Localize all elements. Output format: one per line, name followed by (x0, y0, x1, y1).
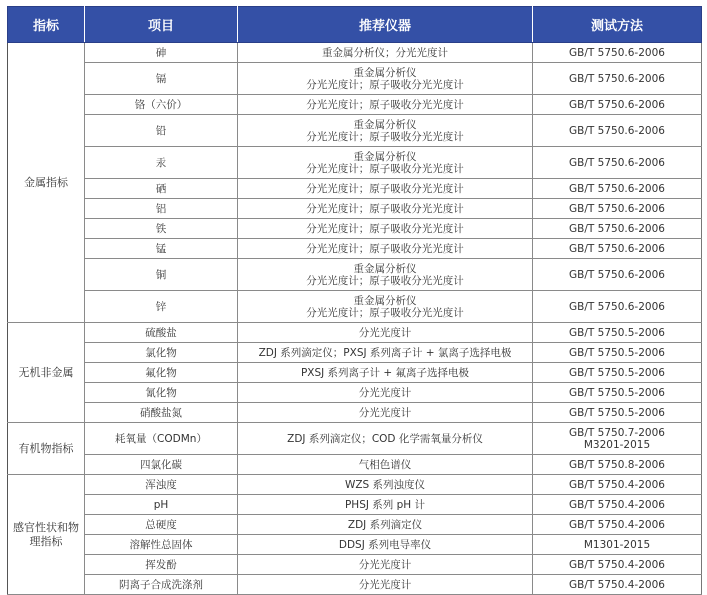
instrument-line: 分光光度计 (358, 406, 412, 419)
method-cell (533, 423, 702, 455)
instrument-cell (238, 147, 533, 179)
instrument-cell (238, 43, 533, 63)
table-row (8, 63, 702, 95)
instrument-line: 分光光度计 (358, 558, 412, 571)
method-line: GB/T 5750.5-2006 (569, 346, 665, 359)
instrument-cell (238, 555, 533, 575)
item-cell: 氯化物 (85, 343, 238, 363)
item-cell: 铜 (85, 259, 238, 291)
method-cell (533, 95, 702, 115)
instrument-line: 重金属分析仪 (353, 262, 417, 275)
group-cell: 有机物指标 (8, 423, 85, 475)
method-line: GB/T 5750.8-2006 (569, 458, 665, 471)
instrument-line: 重金属分析仪 (353, 66, 417, 79)
table-header (8, 7, 702, 43)
instrument-line: 分光光度计；原子吸收分光光度计 (306, 98, 464, 111)
method-line: GB/T 5750.6-2006 (569, 46, 665, 59)
method-line: GB/T 5750.6-2006 (569, 222, 665, 235)
method-cell (533, 291, 702, 323)
method-cell (533, 495, 702, 515)
instrument-line: ZDJ 系列滴定仪；COD 化学需氧量分析仪 (287, 432, 483, 445)
instrument-line: 重金属分析仪 (353, 118, 417, 131)
method-cell (533, 515, 702, 535)
instrument-line: 分光光度计 (358, 326, 412, 339)
method-line: GB/T 5750.5-2006 (569, 406, 665, 419)
method-line: GB/T 5750.6-2006 (569, 98, 665, 111)
method-cell (533, 363, 702, 383)
table-row (8, 219, 702, 239)
instrument-cell (238, 535, 533, 555)
group-cell: 无机非金属 (8, 323, 85, 423)
instrument-cell (238, 179, 533, 199)
method-cell (533, 199, 702, 219)
header-item: 项目 (85, 7, 238, 43)
method-line: GB/T 5750.6-2006 (569, 156, 665, 169)
instrument-line: 分光光度计；原子吸收分光光度计 (306, 162, 464, 175)
item-cell: 锌 (85, 291, 238, 323)
item-cell: 硝酸盐氮 (85, 403, 238, 423)
item-cell: 铁 (85, 219, 238, 239)
item-cell: pH (85, 495, 238, 515)
item-cell: 铬（六价） (85, 95, 238, 115)
instrument-cell (238, 323, 533, 343)
instrument-line: 分光光度计；原子吸收分光光度计 (306, 242, 464, 255)
table-row (8, 555, 702, 575)
item-cell: 四氯化碳 (85, 455, 238, 475)
item-cell: 耗氧量（CODMn） (85, 423, 238, 455)
table-row (8, 179, 702, 199)
instrument-line: 重金属分析仪 (353, 150, 417, 163)
header-method: 测试方法 (533, 7, 702, 43)
method-line: GB/T 5750.4-2006 (569, 578, 665, 591)
table-row (8, 475, 702, 495)
method-line: GB/T 5750.4-2006 (569, 498, 665, 511)
method-cell (533, 147, 702, 179)
table-row (8, 383, 702, 403)
method-line: GB/T 5750.7-2006 (569, 426, 665, 439)
instrument-line: 分光光度计；原子吸收分光光度计 (306, 306, 464, 319)
method-cell (533, 63, 702, 95)
instrument-line: 分光光度计；原子吸收分光光度计 (306, 222, 464, 235)
method-line: GB/T 5750.6-2006 (569, 202, 665, 215)
instrument-cell (238, 383, 533, 403)
method-cell (533, 535, 702, 555)
method-cell (533, 219, 702, 239)
instrument-line: 重金属分析仪 (353, 294, 417, 307)
method-line: M1301-2015 (583, 538, 651, 551)
item-cell: 浑浊度 (85, 475, 238, 495)
method-cell (533, 43, 702, 63)
method-line: GB/T 5750.5-2006 (569, 326, 665, 339)
instrument-line: 分光光度计；原子吸收分光光度计 (306, 130, 464, 143)
instrument-line: 分光光度计；原子吸收分光光度计 (306, 202, 464, 215)
method-line: GB/T 5750.6-2006 (569, 72, 665, 85)
method-cell (533, 239, 702, 259)
item-cell: 砷 (85, 43, 238, 63)
instrument-cell (238, 515, 533, 535)
instrument-cell (238, 363, 533, 383)
table-row (8, 291, 702, 323)
water-testing-table (7, 6, 702, 595)
table-row (8, 363, 702, 383)
method-cell (533, 475, 702, 495)
method-line: GB/T 5750.4-2006 (569, 518, 665, 531)
instrument-cell (238, 239, 533, 259)
instrument-line: 气相色谱仪 (358, 458, 412, 471)
method-cell (533, 455, 702, 475)
item-cell: 镉 (85, 63, 238, 95)
method-cell (533, 259, 702, 291)
method-line: GB/T 5750.5-2006 (569, 366, 665, 379)
table-row (8, 239, 702, 259)
method-cell (533, 179, 702, 199)
instrument-line: ZDJ 系列滴定仪 (347, 518, 423, 531)
table-row (8, 115, 702, 147)
group-cell: 金属指标 (8, 43, 85, 323)
instrument-cell (238, 403, 533, 423)
table-row (8, 515, 702, 535)
method-cell (533, 323, 702, 343)
instrument-cell (238, 455, 533, 475)
item-cell: 总硬度 (85, 515, 238, 535)
method-line: GB/T 5750.6-2006 (569, 124, 665, 137)
table-row (8, 535, 702, 555)
instrument-line: PXSJ 系列离子计 + 氟离子选择电极 (300, 366, 470, 379)
method-line: GB/T 5750.6-2006 (569, 268, 665, 281)
instrument-cell (238, 115, 533, 147)
instrument-cell (238, 343, 533, 363)
table-row (8, 343, 702, 363)
instrument-cell (238, 63, 533, 95)
instrument-cell (238, 423, 533, 455)
instrument-cell (238, 199, 533, 219)
item-cell: 硒 (85, 179, 238, 199)
table-row (8, 43, 702, 63)
item-cell: 溶解性总固体 (85, 535, 238, 555)
table-row (8, 455, 702, 475)
table-row (8, 495, 702, 515)
method-cell (533, 403, 702, 423)
instrument-line: 分光光度计；原子吸收分光光度计 (306, 274, 464, 287)
instrument-line: 分光光度计；原子吸收分光光度计 (306, 78, 464, 91)
item-cell: 铅 (85, 115, 238, 147)
table-row (8, 199, 702, 219)
table-row (8, 403, 702, 423)
instrument-line: ZDJ 系列滴定仪；PXSJ 系列离子计 + 氯离子选择电极 (258, 346, 512, 359)
method-line: GB/T 5750.6-2006 (569, 242, 665, 255)
item-cell: 氟化物 (85, 363, 238, 383)
instrument-line: DDSJ 系列电导率仪 (338, 538, 432, 551)
method-line: GB/T 5750.5-2006 (569, 386, 665, 399)
item-cell: 挥发酚 (85, 555, 238, 575)
method-cell (533, 343, 702, 363)
instrument-cell (238, 95, 533, 115)
item-cell: 硫酸盐 (85, 323, 238, 343)
table-row (8, 323, 702, 343)
instrument-cell (238, 475, 533, 495)
instrument-cell (238, 495, 533, 515)
item-cell: 铝 (85, 199, 238, 219)
table-row (8, 147, 702, 179)
method-cell (533, 383, 702, 403)
table-row (8, 423, 702, 455)
table-row (8, 95, 702, 115)
group-cell: 感官性状和物理指标 (8, 475, 85, 595)
instrument-cell (238, 219, 533, 239)
item-cell: 锰 (85, 239, 238, 259)
instrument-cell (238, 291, 533, 323)
instrument-cell (238, 259, 533, 291)
instrument-line: 分光光度计 (358, 386, 412, 399)
method-line: GB/T 5750.4-2006 (569, 558, 665, 571)
header-indicator: 指标 (8, 7, 85, 43)
table-row (8, 259, 702, 291)
instrument-line: 分光光度计；原子吸收分光光度计 (306, 182, 464, 195)
method-line: M3201-2015 (583, 438, 651, 451)
item-cell: 氰化物 (85, 383, 238, 403)
method-line: GB/T 5750.6-2006 (569, 300, 665, 313)
instrument-line: WZS 系列浊度仪 (344, 478, 426, 491)
instrument-line: PHSJ 系列 pH 计 (344, 498, 426, 511)
instrument-line: 分光光度计 (358, 578, 412, 591)
item-cell: 阴离子合成洗涤剂 (85, 575, 238, 595)
method-line: GB/T 5750.4-2006 (569, 478, 665, 491)
header-instrument: 推荐仪器 (238, 7, 533, 43)
method-line: GB/T 5750.6-2006 (569, 182, 665, 195)
method-cell (533, 115, 702, 147)
item-cell: 汞 (85, 147, 238, 179)
table-body (8, 43, 702, 595)
instrument-line: 重金属分析仪；分光光度计 (322, 46, 448, 59)
method-cell (533, 555, 702, 575)
